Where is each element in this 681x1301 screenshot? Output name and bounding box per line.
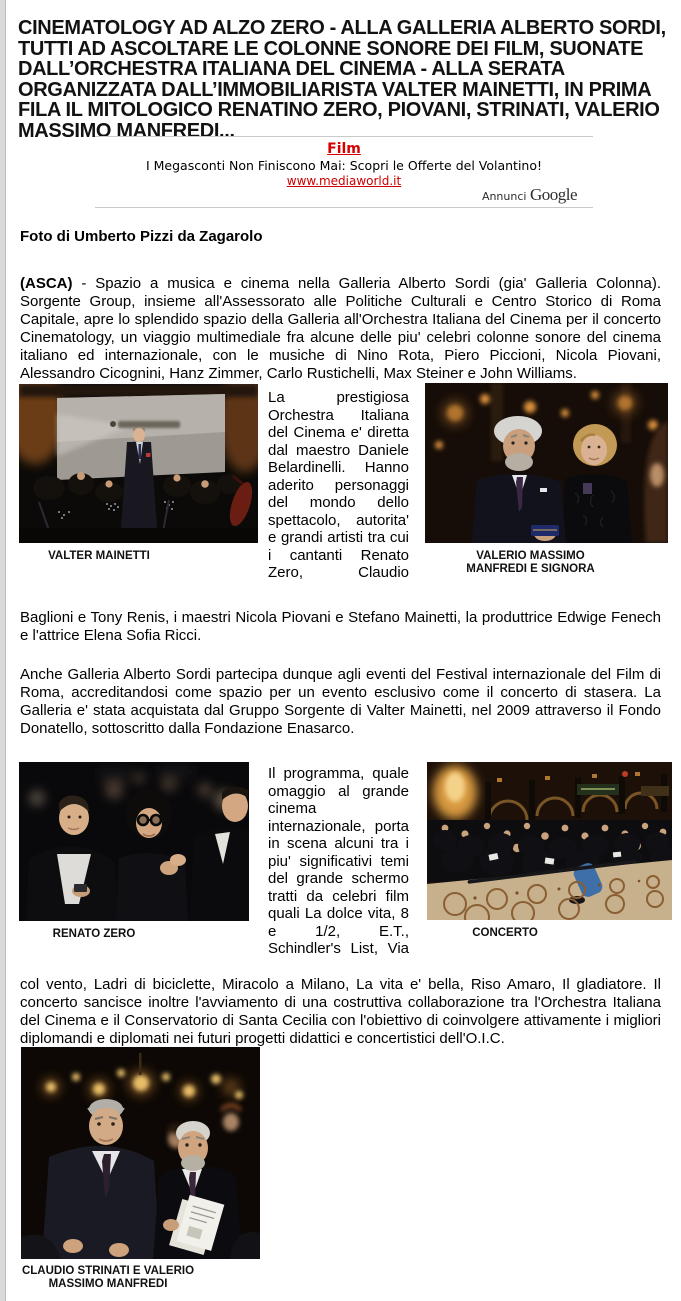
figure-concerto (427, 762, 672, 940)
ad-title-link[interactable]: Film (327, 141, 361, 157)
ad-url-link[interactable]: www.mediaworld.it (286, 174, 402, 188)
photo-concerto (427, 762, 672, 920)
photo-claudio-strinati-e-valerio-massimo-manfredi (21, 1047, 260, 1259)
paragraph-1-text: - Spazio a musica e cinema nella Galleria Alberto Sordi (gia' Galleria Colonna). Sorgente Group, insieme all'Assessorato alle Politiche Culturali e Centro Storico di Roma Capitale, apre lo splendido spazio della Galleria all'Orchestra Italiana del Cinema per il concerto Cinematology, un viaggio multimediale fra alcune delle piu' celebri colonne sonore del cinema italiano ed internazionale, con le musiche di Nino Rota, Piero Piccioni, Nicola Piovani, Alessandro Cicognini, Hanz Zimmer, Carlo Rustichelli, Max Steiner e John Williams. (20, 275, 661, 382)
google-logo: Google (529, 185, 577, 204)
google-ad-block (95, 136, 593, 208)
ads-by-google-link[interactable] (482, 185, 577, 205)
photo-caption: RENATO ZERO (52, 928, 136, 940)
photo-renato-zero (19, 762, 249, 921)
figure-renato-zero (19, 762, 249, 941)
paragraph-3: Anche Galleria Alberto Sordi partecipa dunque agli eventi del Festival internazionale del Film di Roma, accreditandosi come spazio per un evento esclusivo come il concerto di stasera. La Galleria e' stata acquistata dal Gruppo Sorgente di Valter Mainetti, nel 2009 attraverso il Fondo Donatello, sottoscritto dalla Fondazione Enasarco. (20, 666, 661, 737)
ad-description: I Megasconti Non Finiscono Mai: Scopri le Offerte del Volantino! (145, 158, 543, 173)
photo-caption: CLAUDIO STRINATI E VALERIO MASSIMO MANFREDI (21, 1265, 195, 1290)
paragraph-4: col vento, Ladri di biciclette, Miracolo a Milano, La vita e' bella, Riso Amaro, Il gladiatore. Il concerto sancisce inoltre l'avviamento di una costruttiva collaborazione tra l'Orchestra Italiana del Cinema e il Conservatorio di Santa Cecilia con l'obiettivo di coinvolgere attivamente i migliori diplomandi e diplomati nei futuri progetti didattici e concertistici dell'O.I.C. (20, 976, 661, 1047)
ads-by-google-label: Annunci (481, 190, 527, 203)
figure-strinati-manfredi (21, 1047, 260, 1291)
figure-valter-mainetti (19, 384, 258, 563)
agency-tag: (ASCA) (20, 275, 73, 292)
ad-title (95, 141, 593, 157)
inline-text-row1: La prestigiosa Orchestra Italiana del Cinema e' diretta dal maestro Daniele Belardinelli. Hanno aderito personaggi del mondo dello spettacolo, autorita' e grandi artisti tra cui i cantanti Renato Zero, Claudio (268, 389, 409, 581)
article-headline: CINEMATOLOGY AD ALZO ZERO - ALLA GALLERIA ALBERTO SORDI, TUTTI AD ASCOLTARE LE COLONNE SONORE DEI FILM, SUONATE DALL’ORCHESTRA ITALIANA DEL CINEMA - ALLA SERATA ORGANIZZATA DALL’IMMOBILIARISTA VALTER MAINETTI, IN PRIMA FILA IL MITOLOGICO RENATINO ZERO, PIOVANI, STRINATI, VALERIO MASSIMO MANFREDI... (18, 17, 666, 142)
photo-valter-mainetti (19, 384, 258, 543)
paragraph-2: Baglioni e Tony Renis, i maestri Nicola Piovani e Stefano Mainetti, la produttrice Edwige Fenech e l'attrice Elena Sofia Ricci. (20, 609, 661, 644)
photo-caption: VALERIO MASSIMO MANFREDI E SIGNORA (466, 550, 595, 575)
photo-caption: CONCERTO (472, 927, 538, 939)
paragraph-1 (20, 275, 661, 383)
page-left-margin-strip (0, 0, 6, 1301)
inline-text-row2: Il programma, quale omaggio al grande cinema internazionale, porta in scena alcuni tra i piu' significativi temi del grande schermo tratti da celebri film quali La dolce vita, 8 e 1/2, E.T., Schindler's List, Via (268, 765, 409, 957)
photo-credit: Foto di Umberto Pizzi da Zagarolo (20, 228, 263, 245)
figure-manfredi-signora (425, 383, 668, 576)
photo-caption: VALTER MAINETTI (48, 550, 150, 562)
photo-valerio-massimo-manfredi-e-signora (425, 383, 668, 543)
